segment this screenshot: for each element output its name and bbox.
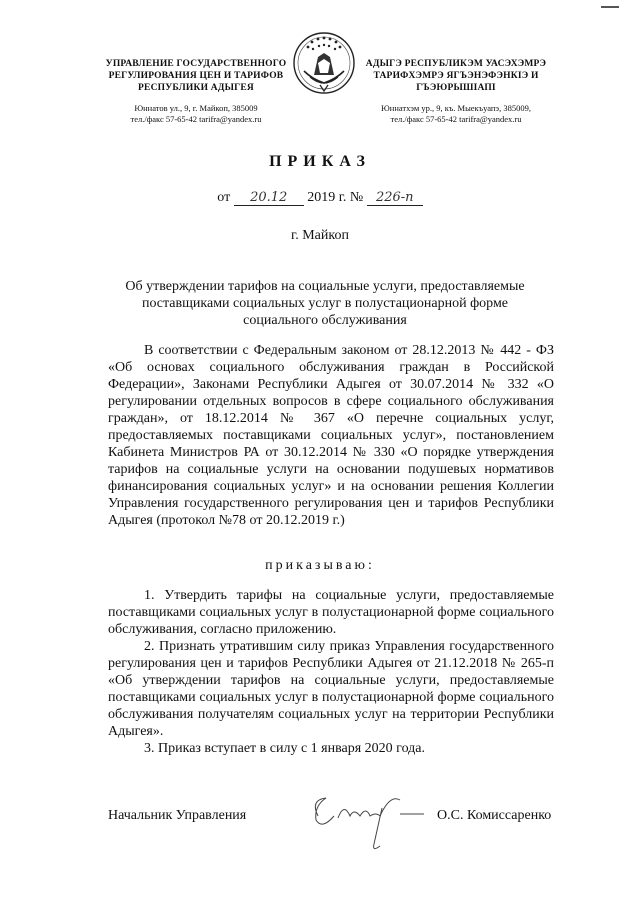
subject-line-2: поставщиками социальных услуг в полустационарной форме <box>141 296 509 311</box>
left-contacts: тел./факс 57-65-42 tarifra@yandex.ru <box>130 114 262 124</box>
order-item-3: 3. Приказ вступает в силу с 1 января 2020 года. <box>144 741 426 756</box>
handwritten-date: 20.12 <box>234 190 304 206</box>
right-org-line-2: ТАРИФХЭМРЭ ЯГЪЭНЭФЭНКІЭ И <box>373 71 539 81</box>
right-org-line-1: АДЫГЭ РЕСПУБЛИКЭМ УАСЭХЭМРЭ <box>365 59 547 69</box>
corner-mark <box>601 6 619 8</box>
command-word: приказываю: <box>265 558 375 573</box>
city: г. Майкоп <box>291 228 349 243</box>
signatory-position: Начальник Управления <box>108 808 247 823</box>
preamble-block <box>108 342 554 529</box>
signatory-name: О.С. Комиссаренко <box>437 808 552 823</box>
right-contacts: тел./факс 57-65-42 tarifra@yandex.ru <box>390 114 522 124</box>
order-subject <box>110 278 540 329</box>
subject-line-1: Об утверждении тарифов на социальные услуги, предоставляемые <box>125 279 525 294</box>
preamble-text: В соответствии с Федеральным законом от 28.12.2013 № 442 - ФЗ «Об основах социального обслуживания граждан в Российской Федерации», Законами Республики Адыгея от 30.07.2014 № 332 «О регулировании отдельных вопросов в сфере социального обслуживания граждан», от 18.12.2014 № 367 «О перечне социальных услуг, предоставляемых поставщиками социальных услуг», постановлением Кабинета Министров РА от 30.12.2014 № 330 «О порядке утверждения тарифов на социальные услуги на основании подушевых нормативов финансирования социальных услуг» и на основании решения Коллегии Управления государственного регулирования цен и тарифов Республики Адыгея (протокол №78 от 20.12.2019 г.) <box>108 343 554 528</box>
date-prefix: от <box>217 190 231 205</box>
order-date-line <box>0 190 640 206</box>
handwritten-order-number: 226-п <box>367 190 423 206</box>
document-title: ПРИКАЗ <box>269 153 371 170</box>
coat-of-arms-emblem <box>292 27 356 99</box>
left-org-line-2: РЕГУЛИРОВАНИЯ ЦЕН И ТАРИФОВ <box>108 71 284 81</box>
handwritten-signature <box>300 786 430 856</box>
year-text: 2019 г. № <box>307 190 364 205</box>
left-address: Юннатов ул., 9, г. Майкоп, 385009 <box>134 103 258 113</box>
left-org-header <box>96 58 296 125</box>
right-org-header <box>356 58 556 125</box>
left-org-line-1: УПРАВЛЕНИЕ ГОСУДАРСТВЕННОГО <box>105 59 287 69</box>
right-org-line-3: ГЪЭЮРЫШІАПІ <box>416 83 496 93</box>
order-item-1: 1. Утвердить тарифы на социальные услуги, предоставляемые поставщиками социальных услуг в полустационарной форме социального обслуживания, согласно приложению. <box>108 588 554 637</box>
left-org-line-3: РЕСПУБЛИКИ АДЫГЕЯ <box>138 83 254 93</box>
order-items <box>108 587 554 757</box>
order-item-2: 2. Признать утратившим силу приказ Управления государственного регулирования цен и тарифов Республики Адыгея от 21.12.2018 № 265-п «Об утверждении тарифов на социальные услуги, предоставляемые поставщиками социальных услуг в полустационарной форме социального обслуживания получателям социальных услуг на территории Республики Адыгея». <box>108 639 554 739</box>
right-address: Юннатхэм ур., 9, къ. Мыекъуапэ, 385009, <box>381 103 531 113</box>
subject-line-3: социального обслуживания <box>243 313 407 328</box>
